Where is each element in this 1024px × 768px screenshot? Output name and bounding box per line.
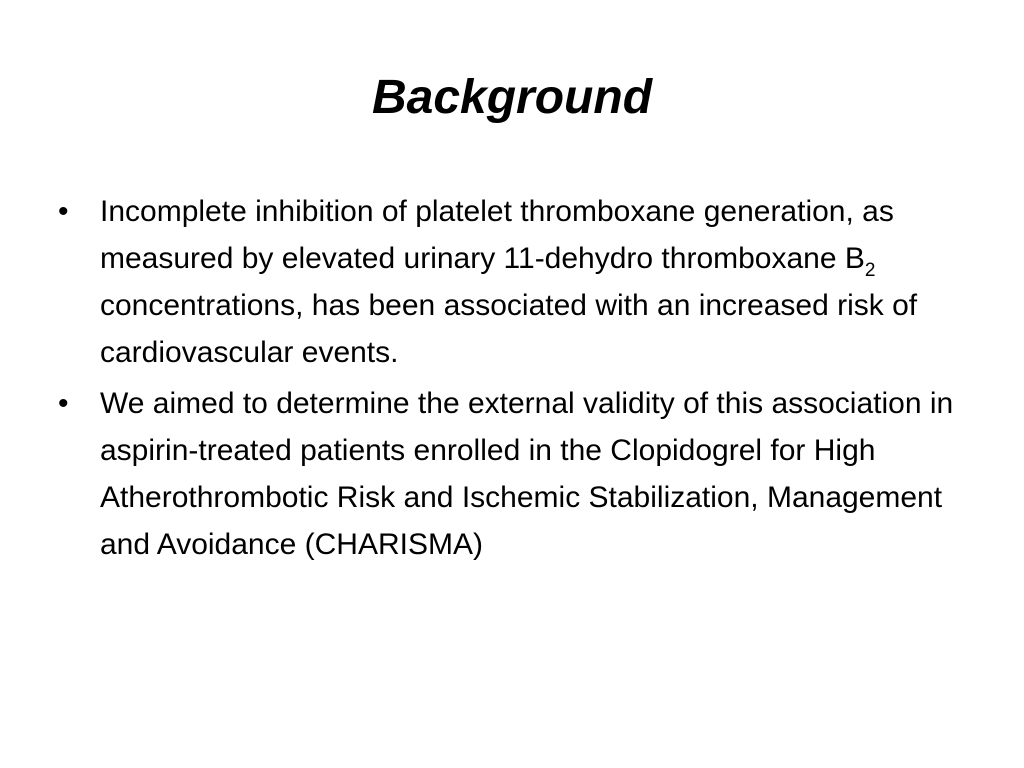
bullet-text-continued: concentrations, has been associated with an increased risk of cardiovascular events.	[100, 289, 918, 369]
bullet-list	[52, 188, 982, 572]
bullet-icon: •	[58, 387, 69, 420]
bullet-item-background	[52, 188, 982, 376]
bullet-icon: •	[58, 195, 69, 228]
bullet-text: We aimed to determine the external validity of this association in aspirin-treated patients enrolled in the Clopidogrel for High Atherothrombotic Risk and Ischemic Stabilization, Management and Avoidance (CHARISMA)	[100, 387, 954, 561]
slide-title: Background	[371, 71, 653, 124]
bullet-text: Incomplete inhibition of platelet thromboxane generation, as measured by elevated urinary 11-dehydro thromboxane B	[100, 195, 894, 275]
bullet-subscript: 2	[864, 260, 876, 281]
bullet-item-aim	[52, 380, 982, 568]
